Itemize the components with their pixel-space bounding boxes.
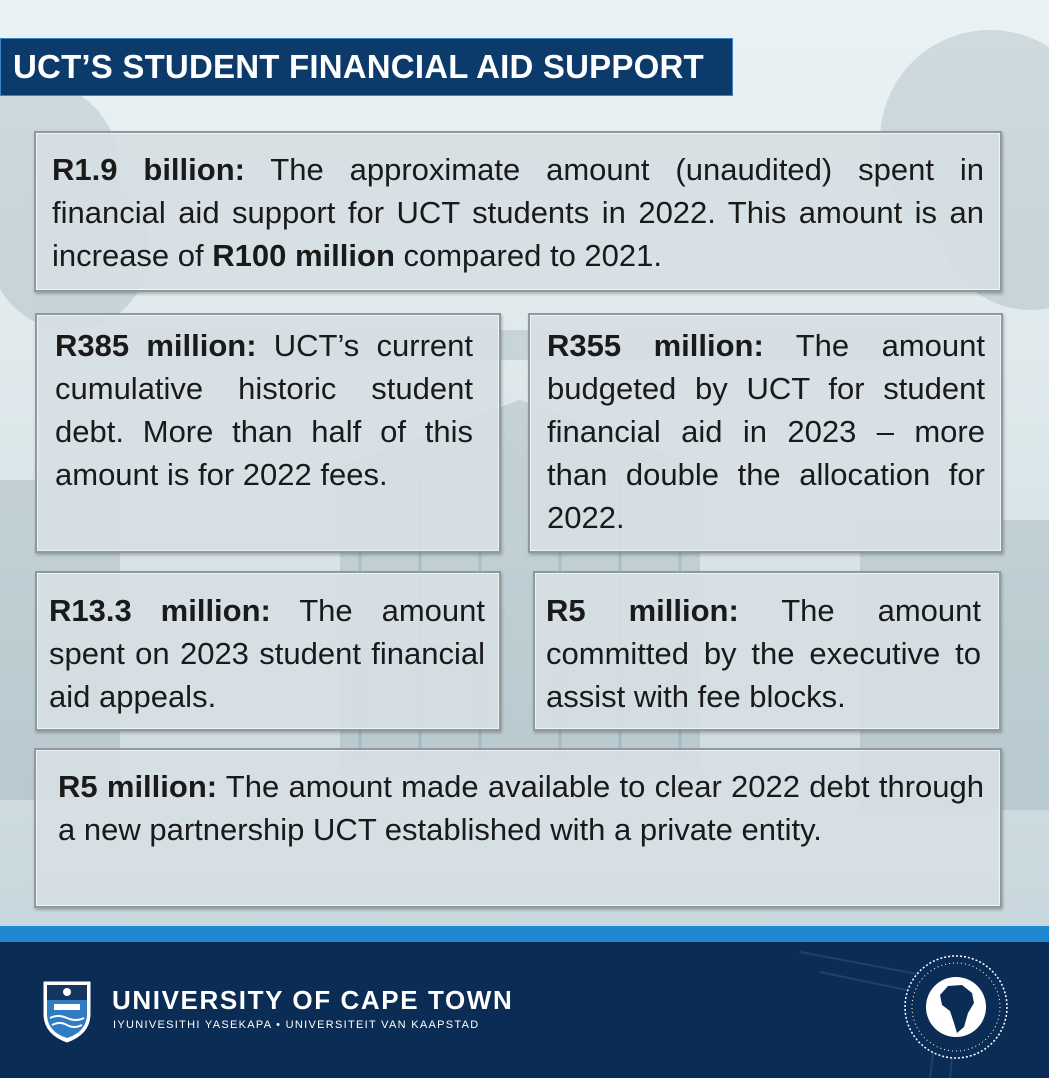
stat-description: The amount budgeted by UCT for student financial aid in 2023 – more than double the allocation for 2022. [547,328,985,535]
stat-amount: R13.3 million: [49,593,271,628]
footer-accent-stripe [0,926,1049,942]
stat-amount: R5 million: [546,593,739,628]
stat-card-total-aid [34,131,1002,292]
stat-card-historic-debt [35,313,501,553]
stat-description: The amount made available to clear 2022 debt through a new partnership UCT established with a private entity. [58,769,984,847]
stat-description: The amount committed by the executive to assist with fee blocks. [546,593,982,714]
stat-card-text [546,589,981,718]
uct-crest-logo [42,980,92,1044]
stat-card-text [547,324,985,539]
stat-card-budget-2023 [528,313,1003,553]
stat-description: The amount spent on 2023 student financial aid appeals. [49,593,486,714]
uct-vision-2030-seal [902,953,1010,1061]
stat-card-fee-blocks [533,571,1001,731]
footer [0,942,1049,1078]
stat-description-end: compared to 2021. [394,238,662,273]
stat-card-text [55,324,473,496]
page-title-bar [0,38,733,96]
stat-amount: R355 million: [547,328,764,363]
stat-card-debt-clearance [34,748,1002,908]
stat-description: UCT’s current cumulative historic student debt. More than half of this amount is for 2022 fees. [55,328,473,492]
stat-card-text [52,148,984,277]
stat-amount: R5 million: [58,769,218,804]
stat-amount: R385 million: [55,328,257,363]
stat-description: The approximate amount (unaudited) spent in financial aid support for UCT students in 2022. This amount is an increase of [52,152,984,273]
stat-amount: R1.9 billion: [52,152,245,187]
stat-card-text [58,765,984,851]
university-subtitle: IYUNIVESITHI YASEKAPA • UNIVERSITEIT VAN KAAPSTAD [113,1019,480,1031]
stat-card-text [49,589,485,718]
university-name: UNIVERSITY OF CAPE TOWN [112,985,514,1015]
page-title: UCT’S STUDENT FINANCIAL AID SUPPORT [13,48,704,85]
stat-card-appeals [35,571,501,731]
stat-emphasis: R100 million [212,238,395,273]
